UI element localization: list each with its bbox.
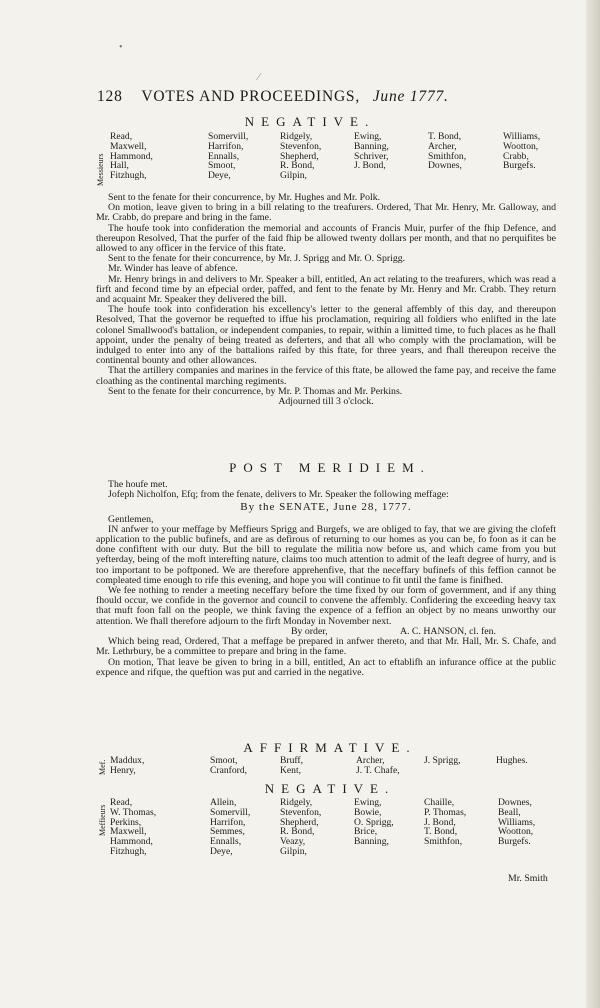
- header-title: VOTES AND PROCEEDINGS,: [141, 88, 361, 105]
- ink-speck: •: [119, 42, 123, 53]
- name-column: Smoot, Cranford,: [210, 755, 248, 776]
- paragraph: Which being read, Ordered, That a meffage be prepared in anfwer thereto, and that Mr. Hall, Mr. S. Chafe, and Mr. Lethrbury, be a committee to prepare and bring in the fame.: [96, 636, 556, 658]
- by-order: By order,: [291, 625, 328, 637]
- page-number: 128: [97, 88, 123, 105]
- paragraph: Sent to the fenate for their concurrence, by Mr. Hughes and Mr. Polk.: [108, 192, 381, 203]
- name-column: T. Bond, Archer, Smithfon, Downes,: [428, 131, 467, 172]
- name-column: Archer, J. T. Chafe,: [356, 755, 400, 776]
- house-met: The houfe met.: [108, 479, 168, 490]
- adjourned-line: Adjourned till 3 o'clock.: [278, 396, 374, 408]
- catchword: Mr. Smith: [508, 873, 548, 884]
- ink-stroke: ⁄: [258, 72, 260, 83]
- messieurs-label-1: Messieurs: [96, 153, 105, 186]
- message-intro: Jofeph Nicholfon, Efq; from the fenate, delivers to Mr. Speaker the following meffage:: [108, 489, 449, 501]
- message-paragraph: We fee nothing to render a meeting neceffary before the time fixed by our form of government, and if any thing fhould occur, we confide in the governor and council to convene the affembly. Confidering the exceeding heavy tax that muft foon fall on the people, we think faving the expence of a feffion an object by no means unworthy our attention. We fhall therefore adjourn to the firft Monday in November next.: [96, 585, 556, 627]
- name-column: Maddux, Henry,: [110, 755, 145, 776]
- name-column: Ridgely, Stevenfon, Shepherd, R. Bond, Gilpin,: [280, 131, 322, 182]
- paragraph: On motion, That leave be given to bring in a bill, entitled, An act to eftablifh an infurance office at the public expence and rifque, the queftion was put and carried in the negative.: [96, 656, 556, 678]
- name-column: Chaille, P. Thomas, J. Bond, T. Bond, Smithfon,: [424, 797, 467, 848]
- name-column: Ridgely, Stevenfon, Shepherd, R. Bond, Veazy, Gilpin,: [280, 797, 322, 857]
- name-column: Read, W. Thomas, Perkins, Maxwell, Hammond, Fitzhugh,: [110, 797, 157, 857]
- mef-label: Mef.: [98, 759, 107, 775]
- morning-proceedings: [96, 193, 556, 407]
- negative-names-1: [110, 132, 560, 187]
- negative-heading-1: NEGATIVE.: [244, 114, 376, 129]
- name-column: Bruff, Kent,: [280, 755, 304, 776]
- afternoon-proceedings: [96, 480, 556, 678]
- header-date: June 1777.: [372, 88, 449, 105]
- name-column: Williams, Wootton, Crabb, Burgefs.: [503, 131, 541, 172]
- paragraph: The houfe took into confideration the memorial and accounts of Francis Muir, purfer of the fhip Defence, and thereupon Resolved, That the purfer of the faid fhip be allowed twenty dollars per month, and that no perquifites be allowed to any officer in the fervice of this ftate.: [96, 222, 556, 255]
- post-meridiem-heading: POST MERIDIEM.: [229, 460, 431, 475]
- page-edge: [586, 0, 600, 1008]
- salutation: Gentlemen,: [108, 513, 154, 525]
- paragraph: Mr. Henry brings in and delivers to Mr. Speaker a bill, entitled, An act relating to the treafurers, which was read a firft and fecond time by an efpecial order, paffed, and fent to the fenate by Mr. Henry and Mr. Crabb. They return and acquaint Mr. Speaker they delivered the bill.: [96, 273, 556, 306]
- paragraph: Mr. Winder has leave of abfence.: [108, 263, 238, 275]
- name-column: Read, Maxwell, Hammond, Hall, Fitzhugh,: [110, 131, 153, 182]
- messieurs-label-2: Meffieurs: [98, 804, 107, 836]
- name-column: Allein, Somervill, Harrifon, Semmes, Ennalls, Deye,: [210, 797, 251, 857]
- negative-names-2: [110, 798, 560, 862]
- negative-heading-2: NEGATIVE.: [264, 781, 396, 796]
- affirmative-heading: AFFIRMATIVE.: [243, 740, 417, 755]
- paragraph: Sent to the fenate for their concurrence, by Mr. J. Sprigg and Mr. O. Sprigg.: [108, 253, 406, 265]
- senate-line: By the SENATE, June 28, 1777.: [240, 501, 412, 514]
- running-header: [97, 88, 517, 106]
- name-column: Hughes.: [496, 755, 528, 766]
- affirmative-names: [110, 756, 560, 778]
- paragraph: That the artillery companies and marines in the fervice of this ftate, be allowed the fame pay, and receive the fame cloathing as the continental marching regiments.: [96, 365, 556, 387]
- name-column: Ewing, Banning, Schriver, J. Bond,: [354, 131, 389, 172]
- name-column: Downes, Beall, Williams, Wootton, Burgefs.: [498, 797, 536, 848]
- message-paragraph: IN anfwer to your meffage by Meffieurs Sprigg and Burgefs, we are obliged to fay, that we are giving the clofeft application to the public bufinefs, and are as defirous of returning to our homes as you can be, fo foon as it can be done confiftent with our duty. But the bill to regulate the militia now before us, and which came from you but yefterday, being of the moft interefting nature, claims too much attention to admit of the leaft degree of hurry, and is too important to be poftponed. We are therefore apprehenfive, that the neceffary bufinefs of this feffion cannot be compleated time enough to rife this evening, and hope you will continue to fit until the fame is finifhed.: [96, 523, 556, 586]
- name-column: Ewing, Bowie, O. Sprigg, Brice, Banning,: [354, 797, 394, 848]
- signature: A. C. HANSON, cl. fen.: [399, 626, 496, 638]
- paragraph: Sent to the fenate for their concurrence, by Mr. P. Thomas and Mr. Perkins.: [108, 385, 403, 397]
- name-column: Somervill, Harrifon, Ennalls, Smoot, Deye,: [208, 131, 249, 182]
- paragraph: On motion, leave given to bring in a bill relating to the treafurers. Ordered, That Mr. Henry, Mr. Galloway, and Mr. Crabb, do prepare and bring in the fame.: [96, 202, 556, 224]
- paragraph: The houfe took into confideration his excellency's letter to the general affembly of this day, and thereupon Resolved, That the governor be requefted to iffue his proclamation, requiring all foldiers who enlifted in the late colonel Smallwood's battalion, or independent companies, to repair, within a limitted time, to fuch places as he fhall appoint, under the penalty of being treated as deferters, and that all who comply with the proclamation, will be indulged to enter into any of the battalions raifed by this ftate, for three years, and fhall thereupon receive the continental bounty and other allowances.: [96, 304, 556, 367]
- name-column: J. Sprigg,: [424, 755, 461, 766]
